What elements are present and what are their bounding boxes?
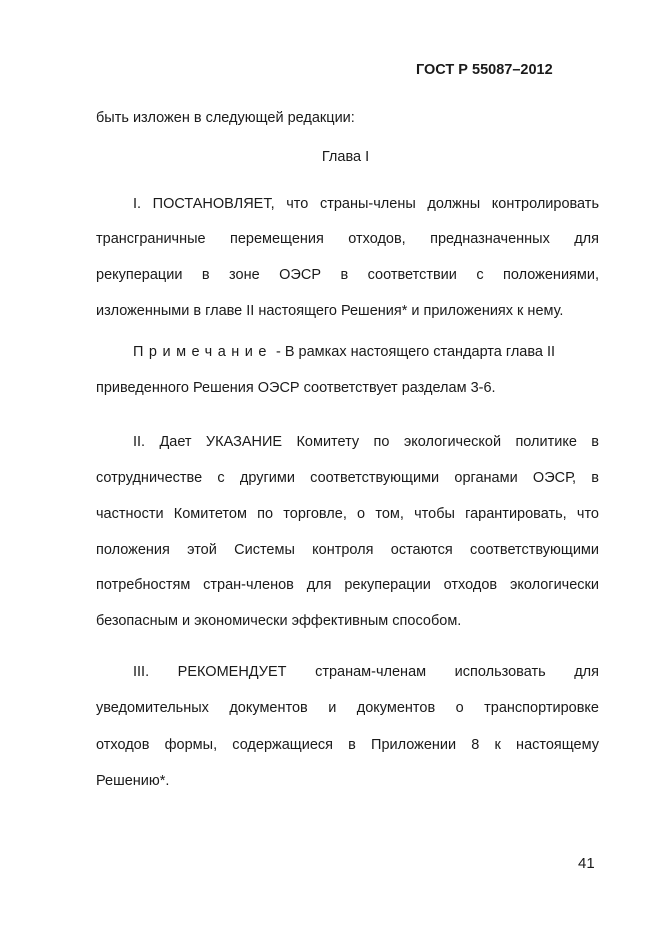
para2-line2: сотрудничестве с другими соответствующими органами ОЭСР, в bbox=[96, 470, 599, 486]
page-number: 41 bbox=[578, 855, 595, 872]
para3-line1: III. РЕКОМЕНДУЕТ странам-членам использовать для bbox=[133, 664, 599, 680]
para3-line2: уведомительных документов и документов о транспортировке bbox=[96, 700, 599, 716]
note-line2: приведенного Решения ОЭСР соответствует разделам 3-6. bbox=[96, 380, 496, 396]
para3-line3: отходов формы, содержащиеся в Приложении 8 к настоящему bbox=[96, 737, 599, 753]
para2-line4: положения этой Системы контроля остаются соответствующими bbox=[96, 542, 599, 558]
para2-line1: II. Дает УКАЗАНИЕ Комитету по экологической политике в bbox=[133, 434, 599, 450]
intro-text: быть изложен в следующей редакции: bbox=[96, 110, 355, 126]
para2-line3: частности Комитетом по торговле, о том, чтобы гарантировать, что bbox=[96, 506, 599, 522]
para1-line3: рекуперации в зоне ОЭСР в соответствии с положениями, bbox=[96, 267, 599, 283]
para2-line5: потребностям стран-членов для рекуперации отходов экологически bbox=[96, 577, 599, 593]
note-label: Примечание bbox=[133, 344, 272, 360]
para1-line1: I. ПОСТАНОВЛЯЕТ, что страны-члены должны контролировать bbox=[133, 196, 599, 212]
note-line1 bbox=[133, 343, 555, 361]
document-header: ГОСТ Р 55087–2012 bbox=[416, 62, 553, 78]
chapter-title: Глава I bbox=[321, 149, 370, 165]
para1-line4: изложенными в главе II настоящего Решения* и приложениях к нему. bbox=[96, 303, 564, 319]
para3-line4: Решению*. bbox=[96, 773, 170, 789]
para1-line2: трансграничные перемещения отходов, предназначенных для bbox=[96, 231, 599, 247]
note-text: - В рамках настоящего стандарта глава II bbox=[275, 344, 556, 360]
para2-line6: безопасным и экономически эффективным способом. bbox=[96, 613, 462, 629]
